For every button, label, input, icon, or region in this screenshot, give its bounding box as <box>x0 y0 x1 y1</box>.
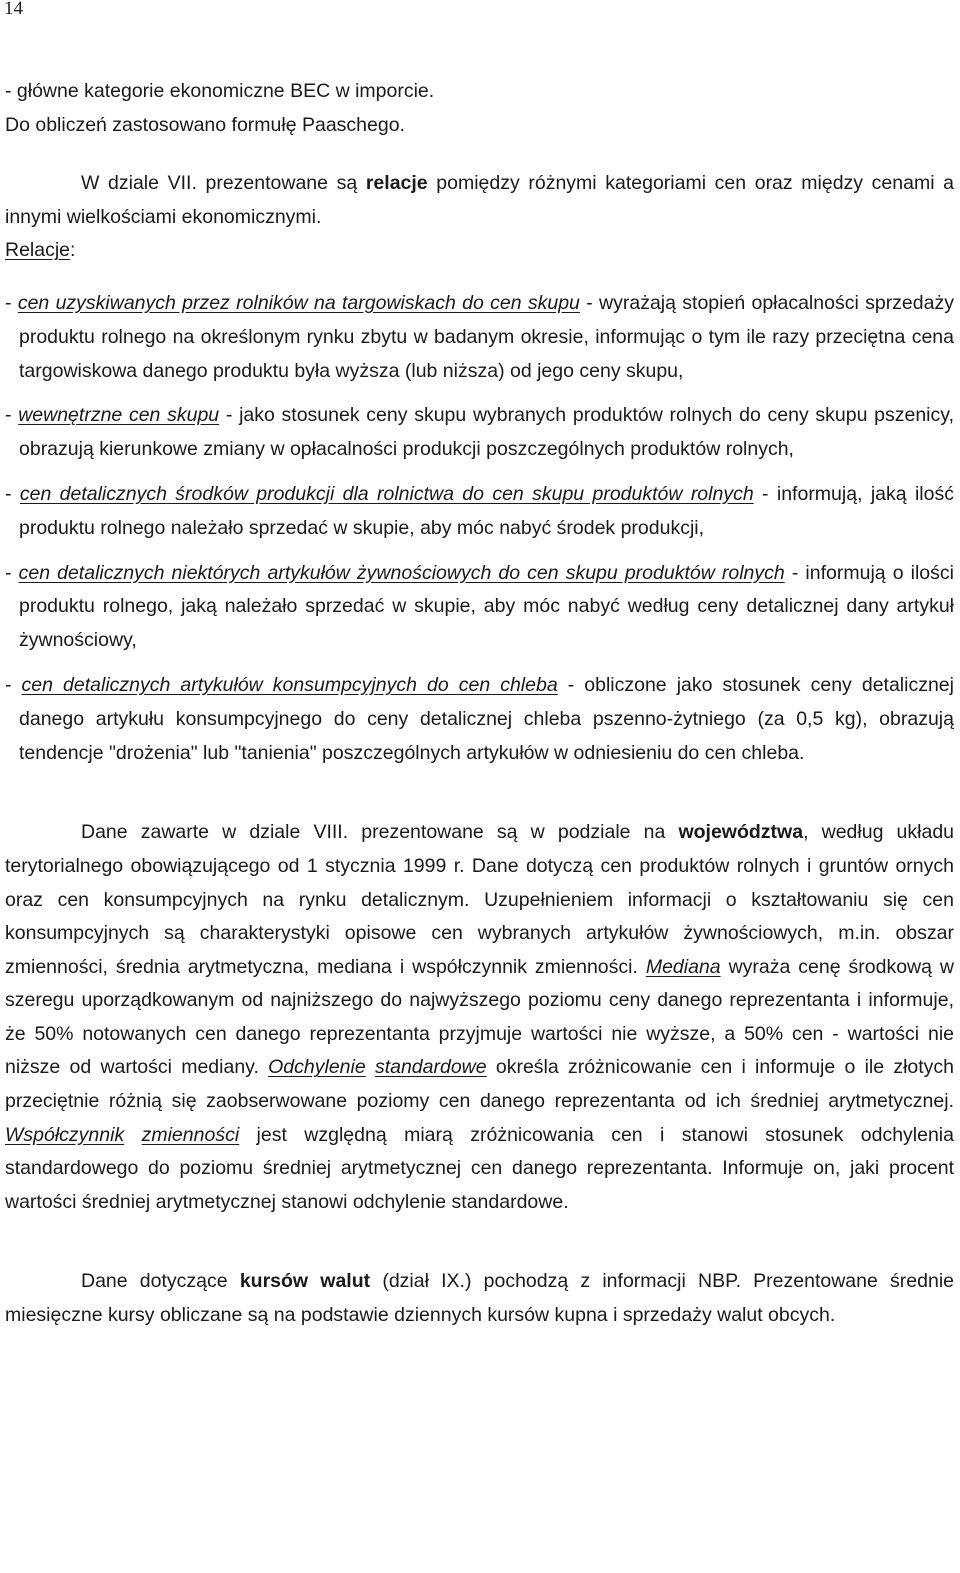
term-standardowe: standardowe <box>374 1056 487 1079</box>
section-viii-keyword: województwa <box>678 821 804 844</box>
page-number: 14 <box>4 0 23 19</box>
term-zmiennosci: zmienności <box>141 1123 240 1146</box>
section-ix-text-1: Dane dotyczące <box>81 1270 240 1293</box>
section-viii-text-2: , według układu terytorialnego obowiązującego od 1 stycznia 1999 r. Dane dotyczą cen produktów rolnych i gruntów ornych oraz cen konsumpcyjnych na rynku detalicznym. Uzupełnieniem informacji o kształtowaniu się cen konsumpcyjnych są charakterystyki opisowe cen wybranych artykułów żywnościowych, m.in. obszar zmienności, średnia arytmetyczna, mediana i współczynnik zmienności. <box>5 821 955 978</box>
term-odchylenie: Odchylenie <box>268 1056 366 1079</box>
relation-item-3: - cen detalicznych środków produkcji dla rolnictwa do cen skupu produktów rolnych - informują, jaką ilość produktu rolnego należało sprzedać w skupie, aby móc nabyć środek produkcji, <box>5 482 954 539</box>
relation-term-1: cen uzyskiwanych przez rolników na targowiskach do cen skupu <box>17 291 580 314</box>
relations-heading-term: Relacje <box>5 239 71 262</box>
relations-heading <box>5 234 954 268</box>
section-ix-text-2: (dział IX.) pochodzą z informacji NBP. Prezentowane średnie miesięczne kursy obliczane są na podstawie dziennych kursów kupna i sprzedaży walut obcych. <box>5 1270 954 1327</box>
section-ix-paragraph <box>5 1265 954 1332</box>
relation-text-5: - obliczone jako stosunek ceny detalicznej danego artykułu konsumpcyjnego do ceny detalicznej chleba pszenno-żytniego (za 0,5 kg), obrazują tendencje "drożenia" lub "tanienia" poszczególnych artykułów w odniesieniu do cen chleba. <box>19 673 954 764</box>
relation-term-3: cen detalicznych środków produkcji dla rolnictwa do cen skupu produktów rolnych <box>19 482 754 505</box>
section-viii-text-5: jest względną miarą zróżnicowania cen i stanowi stosunek odchylenia standardowego do poziomu średniej arytmetycznej cen danego reprezentanta. Informuje on, jaki procent wartości średniej arytmetycznej stanowi odchylenie standardowe. <box>5 1123 954 1213</box>
intro-line-2: Do obliczeń zastosowano formułę Paaschego. <box>5 113 405 136</box>
section-viii-text-4: określa zróżnicowanie cen i informuje o ile złotych przeciętnie różnią się zaobserwowane poziomy cen danego reprezentanta od ich średniej arytmetycznej. <box>5 1056 955 1113</box>
relation-item-4: - cen detalicznych niektórych artykułów żywnościowych do cen skupu produktów rolnych - informują o ilości produktu rolnego, jaką należało sprzedać w skupie, aby móc nabyć według ceny detalicznej dany artykuł żywnościowy, <box>5 561 954 652</box>
relation-text-2: - jako stosunek ceny skupu wybranych produktów rolnych do ceny skupu pszenicy, obrazują kierunkowe zmiany w opłacalności produkcji poszczególnych produktów rolnych, <box>19 404 954 461</box>
section-vii-text-post: pomiędzy różnymi kategoriami cen oraz między cenami a innymi wielkościami ekonomicznymi. <box>5 172 954 228</box>
section-viii-paragraph <box>5 816 954 1219</box>
section-vii-text-pre: W dziale VII. prezentowane są <box>81 172 366 195</box>
relation-item-1: - cen uzyskiwanych przez rolników na targowiskach do cen skupu - wyrażają stopień opłacalności sprzedaży produktu rolnego na określonym rynku zbytu w badanym okresie, informując o tym ile razy przeciętna cena targowiskowa danego produktu była wyższa (lub niższa) od jego ceny skupu, <box>5 291 954 382</box>
section-vii-keyword: relacje <box>365 172 428 195</box>
section-ix-keyword: kursów walut <box>239 1270 371 1293</box>
term-wspolczynnik: Współczynnik <box>5 1123 125 1146</box>
section-viii-text-3: wyraża cenę środkową w szeregu uporządkowanym od najniższego do najwyższego poziomu ceny danego reprezentanta i informuje, że 50% notowanych cen danego reprezentanta przyjmuje wartości nie wyższe, a 50% cen - wartości nie niższe od wartości mediany. <box>5 955 955 1079</box>
relation-text-1: - wyrażają stopień opłacalności sprzedaży produktu rolnego na określonym rynku zbytu w badanym okresie, informując o tym ile razy przeciętna cena targowiskowa danego produktu była wyższa (lub niższa) od jego ceny skupu, <box>19 291 954 382</box>
relation-term-4: cen detalicznych niektórych artykułów żywnościowych do cen skupu produktów rolnych <box>18 561 785 584</box>
section-viii-text-1: Dane zawarte w dziale VIII. prezentowane są w podziale na <box>81 821 679 844</box>
intro-line-1: - główne kategorie ekonomiczne BEC w imporcie. <box>5 80 435 102</box>
relation-text-4: - informują o ilości produktu rolnego, jaką należało sprzedać w skupie, aby móc nabyć według ceny detalicznej dany artykuł żywnościowy, <box>19 561 954 652</box>
relation-term-2: wewnętrzne cen skupu <box>18 404 220 427</box>
relation-item-5: - cen detalicznych artykułów konsumpcyjnych do cen chleba - obliczone jako stosunek ceny detalicznej danego artykułu konsumpcyjnego do ceny detalicznej chleba pszenno-żytniego (za 0,5 kg), obrazują tendencje "drożenia" lub "tanienia" poszczególnych artykułów w odniesieniu do cen chleba. <box>5 673 954 764</box>
section-vii-paragraph <box>5 167 954 234</box>
relation-term-5: cen detalicznych artykułów konsumpcyjnych do cen chleba <box>21 673 558 696</box>
relation-item-2: - wewnętrzne cen skupu - jako stosunek ceny skupu wybranych produktów rolnych do ceny skupu pszenicy, obrazują kierunkowe zmiany w opłacalności produkcji poszczególnych produktów rolnych, <box>5 404 954 461</box>
term-mediana: Mediana <box>645 955 721 978</box>
relation-text-3: - informują, jaką ilość produktu rolnego należało sprzedać w skupie, aby móc nabyć środek produkcji, <box>19 482 954 539</box>
document-body <box>5 75 954 1333</box>
relations-heading-suffix: : <box>70 239 76 262</box>
